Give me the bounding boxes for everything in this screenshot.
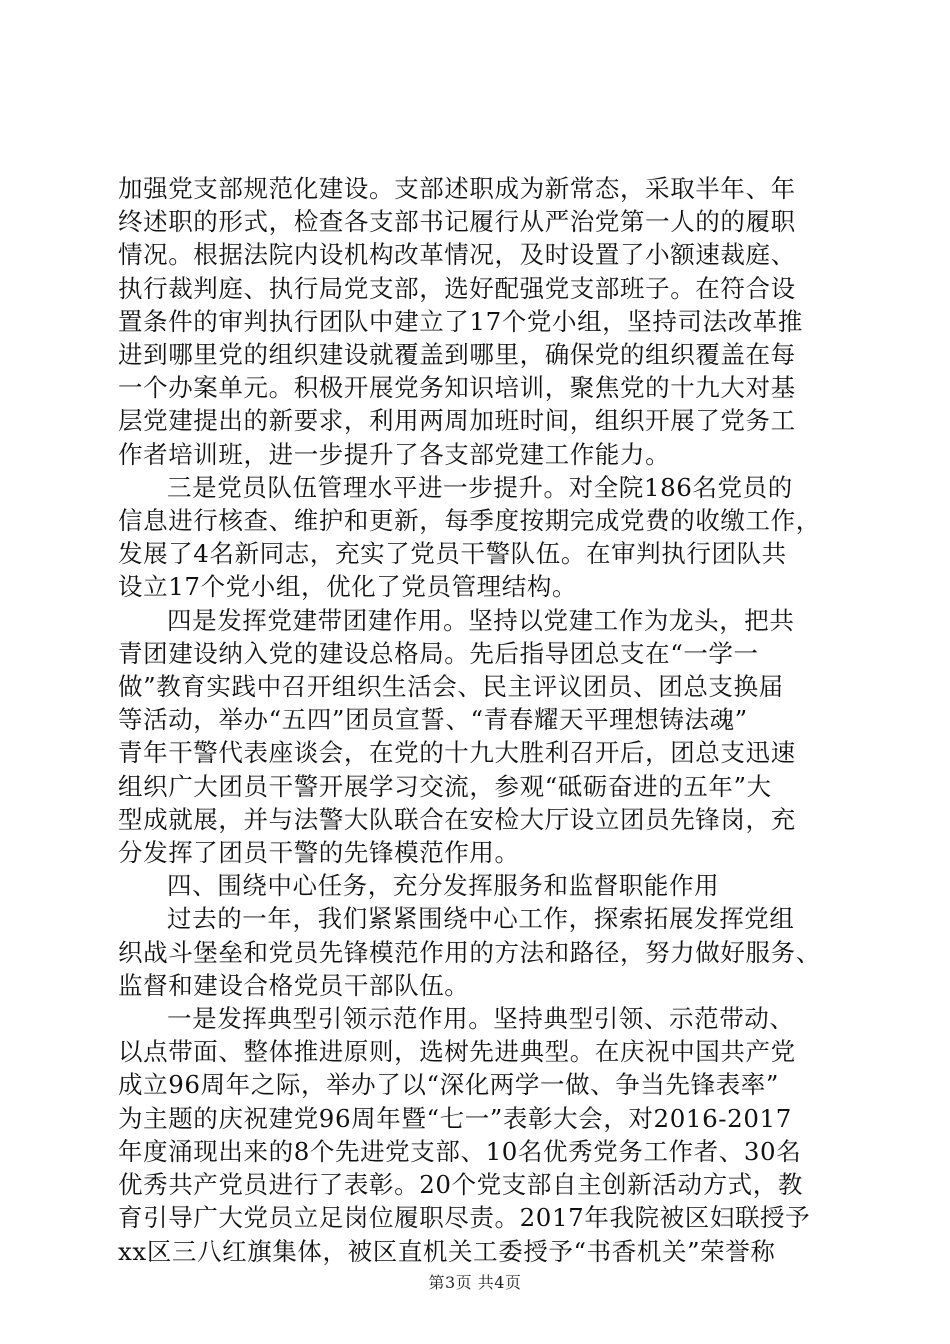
text-line: 执行裁判庭、执行局党支部，选好配强党支部班子。在符合设 (118, 273, 796, 303)
text-line: 进到哪里党的组织建设就覆盖到哪里，确保党的组织覆盖在每 (118, 340, 796, 370)
text-line: 为主题的庆祝建党96周年暨“七一”表彰大会，对2016-2017 (118, 1103, 792, 1133)
text-line: 一个办案单元。积极开展党务知识培训，聚焦党的十九大对基 (118, 373, 796, 403)
text-line: 加强党支部规范化建设。支部述职成为新常态，采取半年、年 (118, 174, 796, 203)
text-line: 设立17个党小组，优化了党员管理结构。 (118, 572, 578, 602)
page-number-label: 第3页 共4页 (428, 1273, 522, 1292)
text-line: xx区三八红旗集体，被区直机关工委授予“书香机关”荣誉称 (118, 1236, 776, 1266)
text-line: 型成就展，并与法警大队联合在安检大厅设立团员先锋岗，充 (118, 804, 796, 834)
text-line: 做”教育实践中召开组织生活会、民主评议团员、团总支换届 (118, 672, 784, 702)
text-line: 置条件的审判执行团队中建立了17个党小组，坚持司法改革推 (118, 306, 803, 336)
section-heading: 四、围绕中心任务，充分发挥服务和监督职能作用 (167, 871, 720, 901)
text-line: 以点带面、整体推进原则，选树先进典型。在庆祝中国共产党 (118, 1037, 796, 1067)
text-line: 等活动，举办“五四”团员宣誓、“青春耀天平理想铸法魂” (118, 705, 748, 735)
paragraph-start-line: 三是党员队伍管理水平进一步提升。对全院186名党员的 (167, 472, 793, 502)
text-line: 育引导广大党员立足岗位履职尽责。2017年我院被区妇联授予 (118, 1203, 811, 1233)
page-footer (0, 1270, 950, 1293)
text-line: 信息进行核查、维护和更新，每季度按期完成党费的收缴工作， (118, 506, 821, 536)
text-line: 发展了4名新同志，充实了党员干警队伍。在审判执行团队共 (118, 539, 787, 569)
text-line: 年度涌现出来的8个先进党支部、10名优秀党务工作者、30名 (118, 1136, 802, 1166)
text-line: 监督和建设合格党员干部队伍。 (118, 970, 470, 1000)
body-text (118, 172, 848, 1268)
text-line: 青团建设纳入党的建设总格局。先后指导团总支在“一学一 (118, 638, 759, 668)
text-line: 作者培训班，进一步提升了各支部党建工作能力。 (118, 439, 671, 469)
paragraph-start-line: 过去的一年，我们紧紧围绕中心工作，探索拓展发挥党组 (167, 904, 795, 934)
text-line: 织战斗堡垒和党员先锋模范作用的方法和路径，努力做好服务、 (118, 937, 821, 967)
paragraph-start-line: 四是发挥党建带团建作用。坚持以党建工作为龙头，把共 (167, 605, 795, 635)
text-line: 组织广大团员干警开展学习交流，参观“砥砺奋进的五年”大 (118, 771, 772, 801)
paragraph-start-line: 一是发挥典型引领示范作用。坚持典型引领、示范带动、 (167, 1004, 795, 1034)
text-line: 分发挥了团员干警的先锋模范作用。 (118, 838, 520, 868)
text-line: 优秀共产党员进行了表彰。20个党支部自主创新活动方式，教 (118, 1170, 803, 1200)
text-line: 情况。根据法院内设机构改革情况，及时设置了小额速裁庭、 (118, 240, 796, 270)
text-line: 终述职的形式，检查各支部书记履行从严治党第一人的的履职 (118, 207, 796, 237)
text-line: 青年干警代表座谈会，在党的十九大胜利召开后，团总支迅速 (118, 738, 796, 768)
text-line: 成立96周年之际，举办了以“深化两学一做、争当先锋表率” (118, 1070, 780, 1100)
text-line: 层党建提出的新要求，利用两周加班时间，组织开展了党务工 (118, 406, 796, 436)
